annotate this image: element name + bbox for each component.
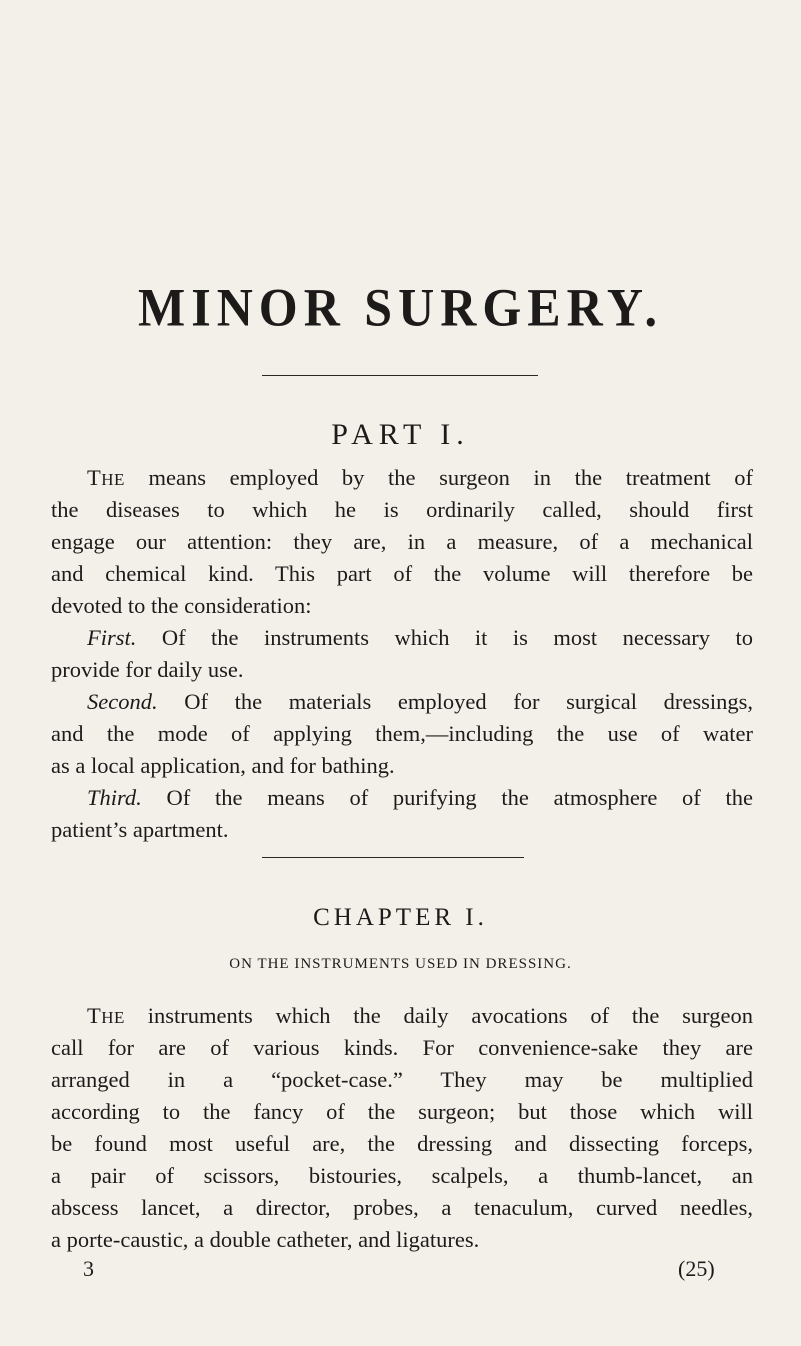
page-title: MINOR SURGERY.	[138, 276, 663, 338]
text-line	[87, 1005, 753, 1028]
text-line: patient’s apartment.	[51, 817, 229, 842]
chapter-subtitle: ON THE INSTRUMENTS USED IN DRESSING.	[229, 956, 572, 972]
chapter-heading: CHAPTER I.	[313, 904, 488, 931]
text-line: abscess lancet, a director, probes, a tenaculum, curved needles,	[51, 1195, 753, 1220]
text-line: call for are of various kinds. For convenience-sake they are	[51, 1035, 753, 1060]
text-line: arranged in a “pocket-case.” They may be multiplied	[51, 1067, 753, 1092]
item-label: Third.	[87, 785, 142, 810]
text-line	[87, 467, 753, 490]
item-label: Second.	[87, 689, 158, 714]
list-item-first	[87, 627, 753, 650]
text-line: the diseases to which he is ordinarily called, should first	[51, 497, 753, 522]
text-line: devoted to the consideration:	[51, 593, 312, 618]
text-line: according to the fancy of the surgeon; but those which will	[51, 1099, 753, 1124]
small-caps-lead-word: THE	[87, 1003, 125, 1028]
signature-mark: 3	[83, 1256, 94, 1281]
text-line: a porte-caustic, a double catheter, and ligatures.	[51, 1227, 480, 1252]
section-rule	[262, 857, 524, 858]
text-line: engage our attention: they are, in a measure, of a mechanical	[51, 529, 753, 554]
list-item-third	[87, 787, 753, 810]
text-span: means employed by the surgeon in the treatment of	[124, 465, 753, 490]
part-heading: PART I.	[331, 418, 470, 451]
list-item-second	[87, 691, 753, 714]
text-span: Of the materials employed for surgical dressings,	[157, 689, 753, 714]
text-line: and chemical kind. This part of the volume will therefore be	[51, 561, 753, 586]
text-line: as a local application, and for bathing.	[51, 753, 395, 778]
text-line: provide for daily use.	[51, 657, 244, 682]
item-label: First.	[87, 625, 137, 650]
text-line: a pair of scissors, bistouries, scalpels, a thumb-lancet, an	[51, 1163, 753, 1188]
text-line: be found most useful are, the dressing and dissecting forceps,	[51, 1131, 753, 1156]
title-rule	[262, 375, 538, 376]
text-line: and the mode of applying them,—including the use of water	[51, 721, 753, 746]
text-span: Of the instruments which it is most necessary to	[136, 625, 753, 650]
text-span: instruments which the daily avocations of the surgeon	[124, 1003, 753, 1028]
small-caps-lead-word: THE	[87, 465, 125, 490]
text-span: Of the means of purifying the atmosphere of the	[141, 785, 753, 810]
page-number: (25)	[678, 1256, 715, 1281]
